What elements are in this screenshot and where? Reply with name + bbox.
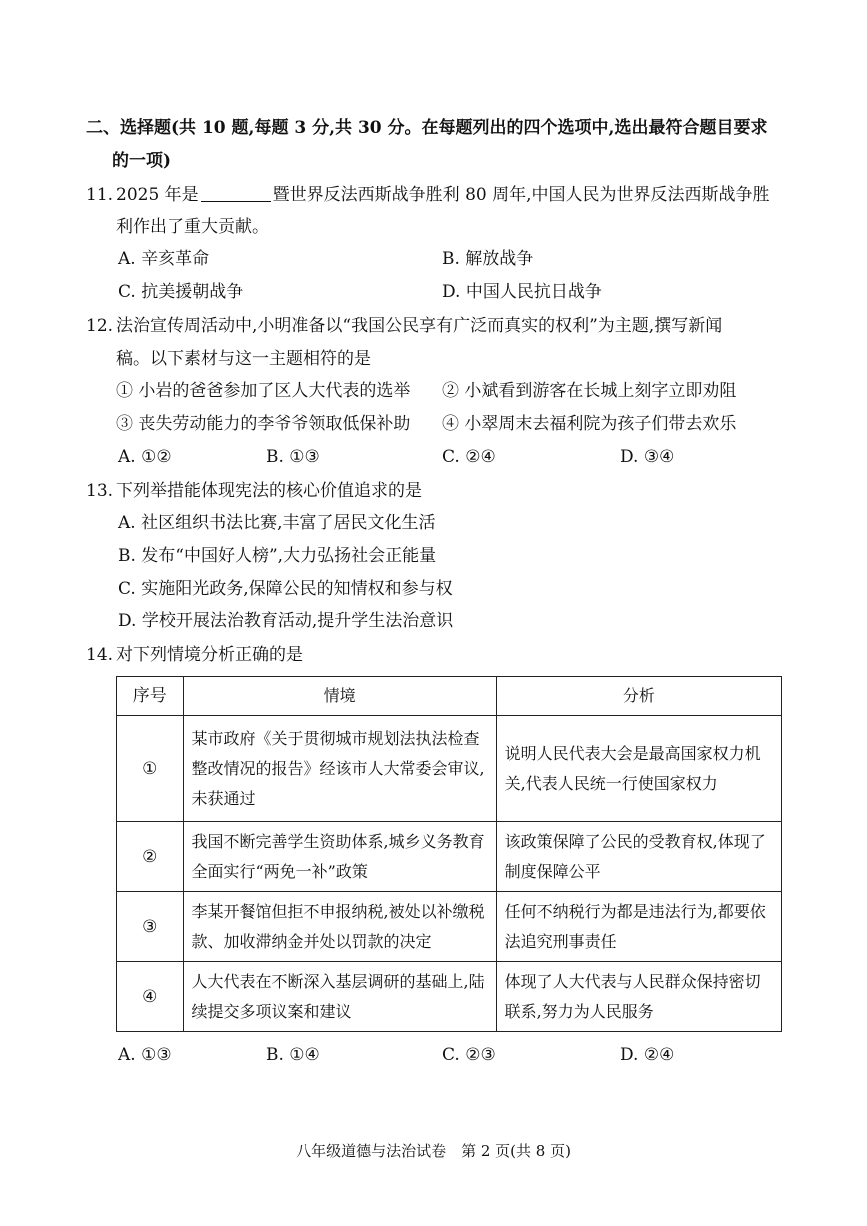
- option-c[interactable]: C. 抗美援朝战争: [118, 282, 244, 302]
- question-stem: [116, 183, 770, 207]
- stem-part: 2025 年是: [116, 185, 199, 205]
- option-a[interactable]: A. ①②: [118, 447, 172, 467]
- answer-blank: [201, 183, 271, 202]
- section-heading-cont: 的一项): [112, 151, 172, 171]
- header-number: 序号: [117, 677, 184, 716]
- question-number: 13.: [86, 481, 114, 501]
- question-stem: 法治宣传周活动中,小明准备以“我国公民享有广泛而真实的权利”为主题,撰写新闻: [116, 316, 723, 336]
- row-analysis: 说明人民代表大会是最高国家权力机关,代表人民统一行使国家权力: [496, 716, 781, 822]
- option-d[interactable]: D. 学校开展法治教育活动,提升学生法治意识: [118, 611, 454, 631]
- row-situation: 我国不断完善学生资助体系,城乡义务教育全面实行“两免一补”政策: [183, 822, 496, 892]
- option-d[interactable]: D. 中国人民抗日战争: [442, 282, 602, 302]
- header-situation: 情境: [183, 677, 496, 716]
- row-number: ③: [117, 892, 184, 962]
- table-row: [117, 716, 782, 822]
- table-header-row: [117, 677, 782, 716]
- row-situation: 某市政府《关于贯彻城市规划法执法检查整改情况的报告》经该市人大常委会审议,未获通过: [183, 716, 496, 822]
- option-b[interactable]: B. 解放战争: [442, 249, 534, 269]
- question-stem-cont: 利作出了重大贡献。: [116, 217, 269, 237]
- material-item: ② 小斌看到游客在长城上刻字立即劝阻: [442, 381, 737, 401]
- question-stem-cont: 稿。以下素材与这一主题相符的是: [116, 349, 371, 369]
- table-row: [117, 822, 782, 892]
- row-situation: 人大代表在不断深入基层调研的基础上,陆续提交多项议案和建议: [183, 962, 496, 1032]
- question-number: 11.: [86, 185, 114, 205]
- question-stem: 对下列情境分析正确的是: [116, 645, 303, 665]
- analysis-table: [116, 676, 782, 1032]
- table-row: [117, 892, 782, 962]
- table-row: [117, 962, 782, 1032]
- option-c[interactable]: C. 实施阳光政务,保障公民的知情权和参与权: [118, 579, 453, 599]
- row-number: ④: [117, 962, 184, 1032]
- option-c[interactable]: C. ②③: [442, 1045, 496, 1065]
- question-number: 12.: [86, 316, 114, 336]
- question-number: 14.: [86, 645, 114, 665]
- material-item: ① 小岩的爸爸参加了区人大代表的选举: [116, 381, 411, 401]
- option-d[interactable]: D. ②④: [620, 1045, 675, 1065]
- material-item: ④ 小翠周末去福利院为孩子们带去欢乐: [442, 414, 737, 434]
- question-stem: 下列举措能体现宪法的核心价值追求的是: [116, 481, 422, 501]
- section-heading: 二、选择题(共 10 题,每题 3 分,共 30 分。在每题列出的四个选项中,选出最符合题目要求: [86, 118, 768, 138]
- option-b[interactable]: B. 发布“中国好人榜”,大力弘扬社会正能量: [118, 546, 437, 566]
- row-analysis: 该政策保障了公民的受教育权,体现了制度保障公平: [496, 822, 781, 892]
- row-number: ②: [117, 822, 184, 892]
- option-a[interactable]: A. 辛亥革命: [118, 249, 210, 269]
- option-a[interactable]: A. 社区组织书法比赛,丰富了居民文化生活: [118, 513, 436, 533]
- row-analysis: 体现了人大代表与人民群众保持密切联系,努力为人民服务: [496, 962, 781, 1032]
- option-a[interactable]: A. ①③: [118, 1045, 172, 1065]
- option-d[interactable]: D. ③④: [620, 447, 675, 467]
- option-b[interactable]: B. ①③: [266, 447, 320, 467]
- row-analysis: 任何不纳税行为都是违法行为,都要依法追究刑事责任: [496, 892, 781, 962]
- option-b[interactable]: B. ①④: [266, 1045, 320, 1065]
- row-number: ①: [117, 716, 184, 822]
- stem-part: 暨世界反法西斯战争胜利 80 周年,中国人民为世界反法西斯战争胜: [272, 185, 770, 205]
- page-footer: 八年级道德与法治试卷 第 2 页(共 8 页): [296, 1142, 571, 1160]
- row-situation: 李某开餐馆但拒不申报纳税,被处以补缴税款、加收滞纳金并处以罚款的决定: [183, 892, 496, 962]
- material-item: ③ 丧失劳动能力的李爷爷领取低保补助: [116, 414, 411, 434]
- option-c[interactable]: C. ②④: [442, 447, 496, 467]
- header-analysis: 分析: [496, 677, 781, 716]
